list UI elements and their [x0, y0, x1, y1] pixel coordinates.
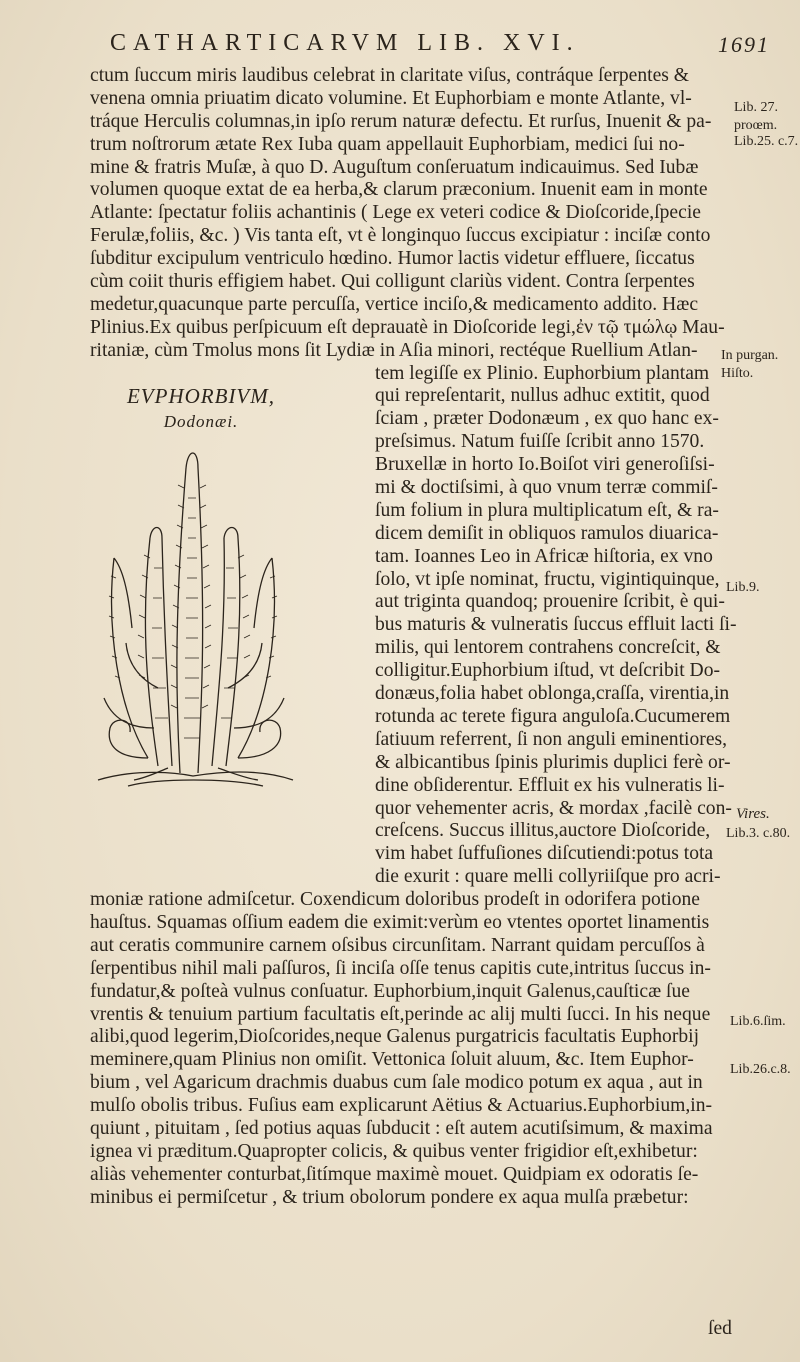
margin-note: Lib.26.c.8.	[730, 1062, 791, 1077]
text-line: minibus ei permiſcetur , & trium obolorum pondere ex aqua mulſa præbetur:	[90, 1186, 689, 1208]
figure-title: EVPHORBIVM,	[126, 384, 276, 408]
margin-note: Hiſto.	[721, 366, 754, 381]
running-header	[110, 30, 770, 70]
text-line: mine & fratris Muſæ, à quo D. Auguſtum conſeruatum indicauimus. Sed Iubæ	[90, 156, 699, 178]
column-line: tem legiſſe ex Plinio. Euphorbium plantam	[375, 362, 710, 384]
catchword: ſed	[708, 1318, 732, 1339]
column-line: ſum folium in plura multiplicatum eſt, & ra-	[375, 499, 719, 521]
column-line: aut triginta quandoq; prouenire ſcribit, è qui-	[375, 591, 725, 613]
margin-note: Lib. 27.	[734, 100, 778, 115]
text-line: aliàs vehementer conturbat,ſitímque maximè mouet. Quidpiam ex odoratis ſe-	[90, 1163, 699, 1185]
text-line: fundatur,& poſteà vulnus conſuatur. Euphorbium,inquit Galenus,cauſticæ ſue	[90, 980, 690, 1002]
column-line: ſciam , præter Dodonæum , ex quo hanc ex-	[375, 408, 719, 430]
text-line: quiunt , pituitam , ſed potius aquas ſubducit : eſt autem acutiſsimum, & maxima	[90, 1117, 713, 1139]
figure-subtitle: Dodonæi.	[163, 412, 239, 431]
column-line: bus maturis & vulneratis ſuccus effluit lacti ſi-	[375, 614, 737, 636]
column-line: die exurit : quare melli collyriiſque pro acri-	[375, 866, 721, 888]
column-line: preſsimus. Natum fuiſſe ſcribit anno 1570.	[375, 431, 705, 453]
text-line: ſerpentibus nihil mali paſſuros, ſi inciſa oſſe tenus capitis cute,intritus ſuccus in-	[90, 957, 711, 979]
text-line: tráque Herculis columnas,in ipſo rerum naturæ defectu. Et rurſus, Inuenit & pa-	[90, 110, 712, 132]
column-line: colligitur.Euphorbium iſtud, vt deſcribit Do-	[375, 660, 721, 682]
text-line: vrentis & tenuium partium facultatis eſt,perinde ac alij multi ſucci. In his neque	[90, 1003, 711, 1025]
text-line: ignea vi præditum.Quapropter colicis, & quibus venter frigidior eſt,exhibetur:	[90, 1140, 698, 1162]
text-line: bium , vel Agaricum drachmis duabus cum ſale modico potum ex aqua , aut in	[90, 1072, 703, 1094]
column-line: ſatiuum referrent, ſi non anguli eminentiores,	[375, 728, 728, 750]
text-line: moniæ ratione admiſcetur. Coxendicum doloribus prodeſt in odorifera potione	[90, 889, 700, 911]
text-line: trum noſtrorum ætate Rex Iuba quam appellauit Euphorbiam, medici ſui no-	[90, 133, 685, 155]
column-line: dicem demiſit in obliquos ramulos diuarica-	[375, 522, 719, 544]
text-line: aut ceratis communire carnem oſsibus circunſitam. Narrant quidam percuſſos à	[90, 934, 705, 956]
column-line: tam. Ioannes Leo in Africæ hiſtoria, ex vno	[375, 545, 713, 567]
running-title: CATHARTICARVM LIB. XVI.	[110, 30, 580, 56]
text-line: meminere,quam Plinius non omiſit. Vettonica ſoluit aluum, &c. Item Euphor-	[90, 1049, 694, 1071]
text-line: cùm coiit thuris effigiem habet. Qui colligunt clariùs vident. Contra ſerpentes	[90, 271, 695, 293]
text-line: medetur,quacunque parte percuſſa, vertice inciſo,& medicamento addito. Hæc	[90, 293, 699, 315]
text-line: Plinius.Ex quibus perſpicuum eſt deprauatè in Dioſcoride legi,ἐν τῷ τμώλῳ Mau-	[90, 316, 725, 338]
column-line: qui repreſentarit, nullus adhuc extitit, quod	[375, 385, 710, 407]
text-line: volumen quoque extat de ea herba,& clarum præconium. Inuenit eam in monte	[90, 179, 708, 201]
page-number: 1691	[718, 32, 770, 57]
text-line: ſubditur excipulum ventriculo hœdino. Humor lactis videtur effluere, ſiccatus	[90, 248, 695, 270]
column-line: milis, qui lentorem contrahens concreſcit, &	[375, 637, 721, 659]
text-line: venena omnia priuatim dicato volumine. Et Euphorbiam e monte Atlante, vl-	[90, 87, 692, 109]
text-line: ritaniæ, cùm Tmolus mons ſit Lydiæ in Aſia minori, rectéque Ruellium Atlan-	[90, 339, 698, 361]
column-line: ſolo, vt ipſe nominat, fructu, vigintiquinque,	[375, 568, 720, 590]
column-line: creſcens. Succus illitus,auctore Dioſcoride,	[375, 820, 711, 842]
margin-note: Lib.25. c.7.	[734, 134, 799, 149]
column-line: dine obſiderentur. Effluit ex his vulneratis li-	[375, 774, 725, 796]
text-line: alibi,quod legerim,Dioſcorides,neque Galenus purgatricis facultatis Euphorbij	[90, 1026, 700, 1048]
column-line: mi & doctiſsimi, à quo vnum terræ commiſ-	[375, 477, 718, 499]
column-line: quor vehementer acris, & mordax ,facilè con-	[375, 797, 732, 819]
margin-note: Vires.	[736, 806, 770, 822]
text-line: Ferulæ,foliis, &c. ) Vis tanta eſt, vt è longinquo ſuccus excipiatur : inciſæ conto	[90, 225, 711, 247]
text-line: hauſtus. Squamas oſſium eadem die eximit:verùm eo vtentes oportet linamentis	[90, 911, 710, 933]
column-line: & albicantibus ſpinis plurimis duplici ferè or-	[375, 751, 731, 773]
euphorbium-plant-icon	[88, 428, 298, 792]
margin-note: Lib.3. c.80.	[726, 826, 791, 841]
text-line: ctum ſuccum miris laudibus celebrat in claritate viſus, contráque ſerpentes &	[90, 65, 690, 86]
text-line: mulſo obolis tribus. Fuſius eam explicarunt Aëtius & Actuarius.Euphorbium,in-	[90, 1095, 713, 1117]
margin-note: Lib.9.	[726, 580, 760, 595]
column-line: donæus,folia habet oblonga,craſſa, virentia,in	[375, 683, 730, 705]
margin-note: proœm.	[734, 118, 778, 133]
column-line: vim habet ſuffuſiones diſcutiendi:potus tota	[375, 843, 714, 865]
margin-note: In purgan.	[721, 348, 779, 363]
text-line: Atlante: ſpectatur foliis achantinis ( Lege ex veteri codice & Dioſcoride,ſpecie	[90, 202, 701, 224]
column-line: rotunda ac terete figura anguloſa.Cucumerem	[375, 705, 731, 727]
column-line: Bruxellæ in horto Io.Boiſot viri generoſiſsi-	[375, 454, 715, 476]
margin-note: Lib.6.ſim.	[730, 1014, 786, 1029]
